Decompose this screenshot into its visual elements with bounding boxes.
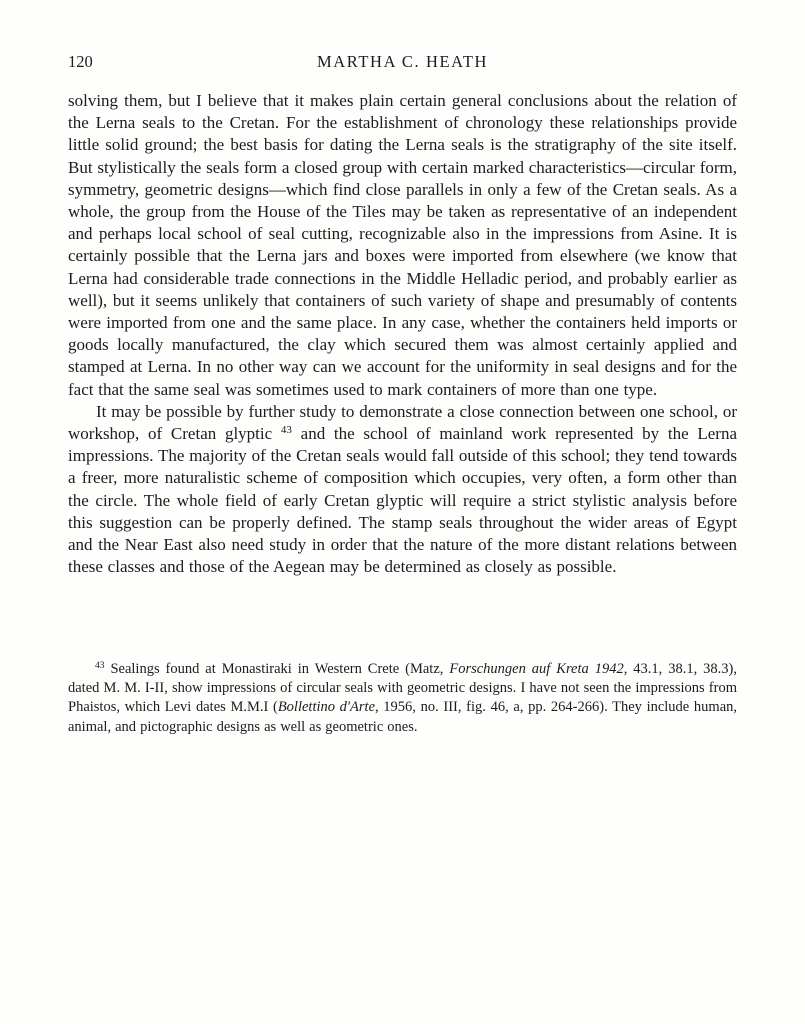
body-paragraph-2: [68, 401, 737, 579]
footnote-text-2: , 43.1, 38.1, 38.3), dated M. M. I-II, show impressions of circular seals with geometric designs. I have not seen the impressions from Phaistos, which Levi dates M.M.I (: [68, 661, 738, 716]
paragraph-2-text-after-note: and the school of mainland work represented by the Lerna impressions. The majority of the Cretan seals would fall outside of this school; they tend towards a freer, more naturalistic scheme of composition which occupies, very often, a form other than the circle. The whole field of early Cretan glyptic will require a strict stylistic analysis before this suggestion can be properly defined. The stamp seals throughout the wider areas of Egypt and the Near East also need study in order that the nature of the more distant relations between these classes and those of the Aegean may be determined as closely as possible.: [68, 424, 738, 577]
paragraph-2-text-before-note: It may be possible by further study to demonstrate a close connection between one school, or workshop, of Cretan glyptic: [68, 401, 737, 444]
body-paragraph-1: solving them, but I believe that it makes plain certain general conclusions about the relation of the Lerna seals to the Cretan. For the establishment of chronology these relationships provide little solid ground; the best basis for dating the Lerna seals is the stratigraphy of the site itself. But stylistically the seals form a closed group with certain marked characteristics—circular form, symmetry, geometric designs—which find close parallels in only a few of the Cretan seals. As a whole, the group from the House of the Tiles may be taken as representative of an independent and perhaps local school of seal cutting, recognizable also in the impressions from Asine. It is certainly possible that the Lerna jars and boxes were imported from elsewhere (we know that Lerna had considerable trade connections in the Middle Helladic period, and probably earlier as well), but it seems unlikely that containers of such variety of shape and presumably of contents were imported from one and the same place. In any case, whether the containers held imports or goods locally manufactured, the clay which secured them was almost certainly applied and stamped at Lerna. In no other way can we account for the uniformity in seal designs and for the fact that the same seal was sometimes used to mark containers of more than one type.: [68, 91, 737, 399]
footnote-text-1: Sealings found at Monastiraki in Western Crete (Matz,: [110, 661, 450, 677]
page-number: 120: [68, 52, 93, 71]
footnote-italic-title-1: Forschungen auf Kreta 1942: [449, 661, 624, 677]
footnote-marker-43: 43: [95, 661, 105, 671]
body-text-block: [68, 90, 737, 578]
footnote-text-3: , 1956, no. III, fig. 46, a, pp. 264-266). They include human, animal, and pictographic designs as well as geometric ones.: [68, 699, 738, 735]
footnote-italic-title-2: Bollettino d'Arte: [277, 699, 376, 716]
running-head-author: MARTHA C. HEATH: [316, 52, 489, 71]
footnote-block: [68, 660, 737, 737]
footnote-reference-43: 43: [280, 424, 292, 437]
footnote-43: [68, 660, 737, 737]
